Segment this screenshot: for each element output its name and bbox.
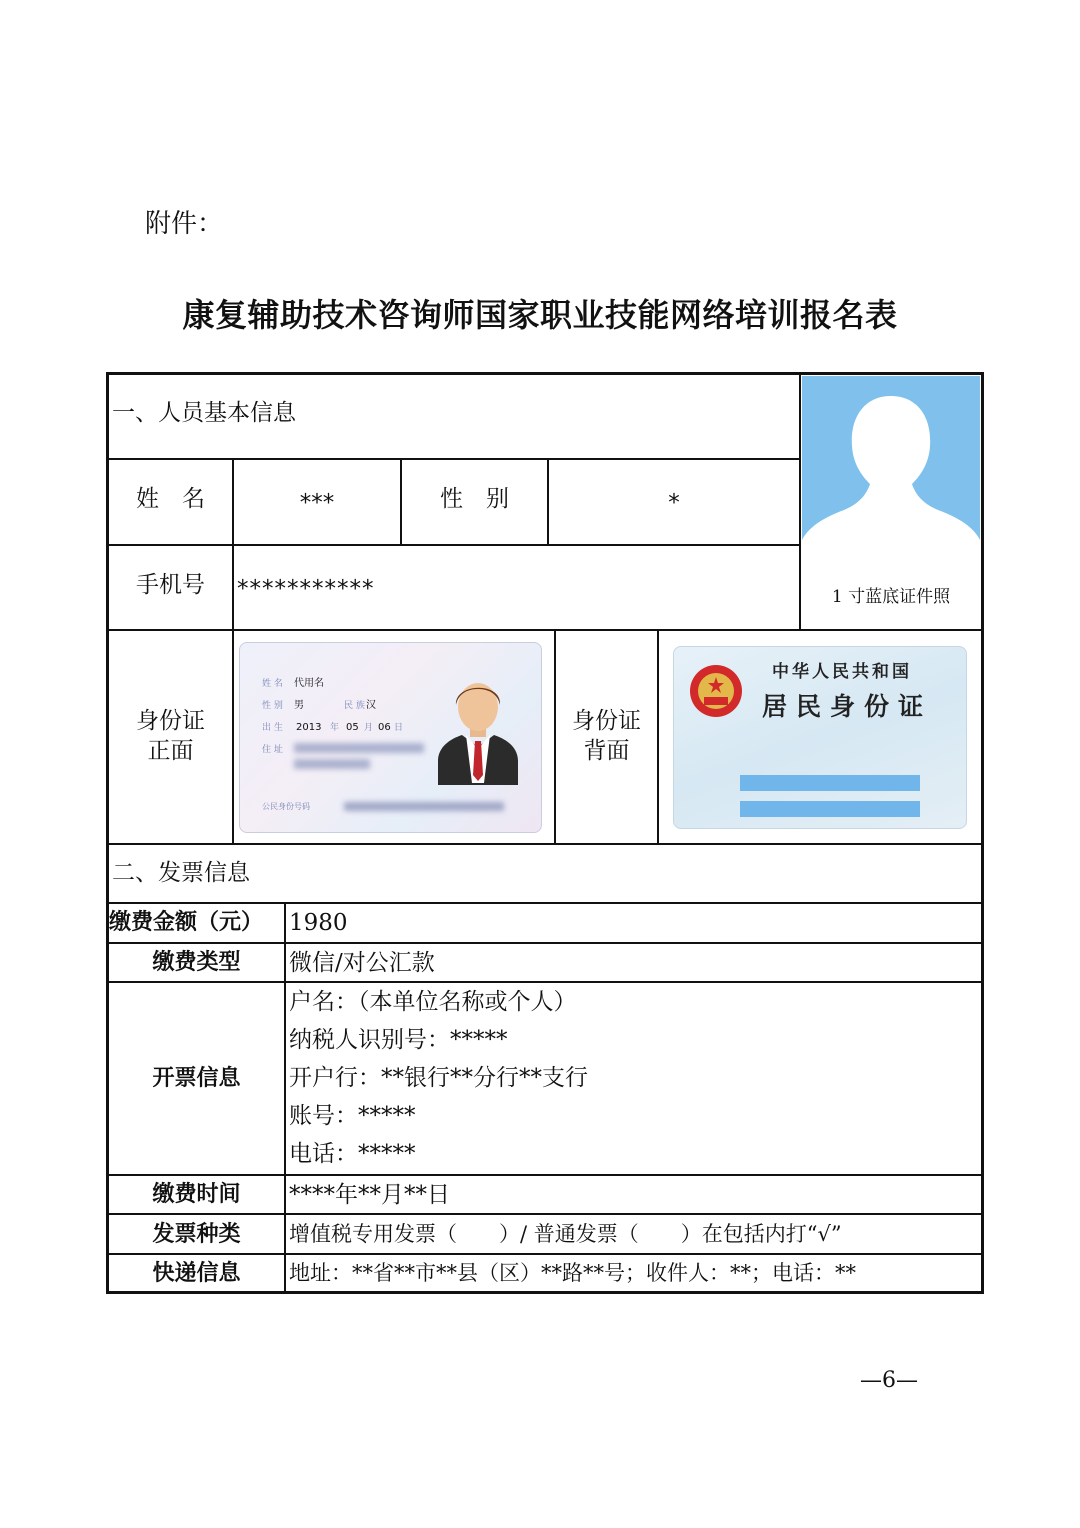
paytype-label: 缴费类型 [152,950,241,975]
amount-label: 缴费金额（元） [109,910,264,935]
id-front-gender-value: 男 [294,700,304,711]
paytime-value: ****年**月**日 [289,1182,450,1208]
id-front-birth-label: 出 生 [262,723,283,733]
gender-label: 性 别 [440,486,509,512]
registration-form-table [106,372,984,1294]
invoice-line-bank: 开户行：**银行**分行**支行 [289,1065,588,1091]
id-front-ethnicity-label: 民 族 [344,701,365,711]
id-back-label-line1: 身份证 [572,708,641,734]
id-front-month-unit: 月 [364,723,374,733]
id-front-address-blurred-2 [294,759,370,769]
id-front-birth-day: 06 [378,722,391,733]
id-front-address-blurred [294,743,424,753]
id-front-gender-label: 性 别 [262,701,283,711]
id-card-front-image [239,642,542,833]
phone-value: *********** [237,576,375,602]
delivery-label: 快递信息 [152,1261,241,1286]
id-front-number-label: 公民身份号码 [262,802,310,811]
id-front-name-label: 姓 名 [262,679,283,689]
gender-value: * [668,490,680,516]
section-invoice-heading: 二、发票信息 [112,860,250,886]
avatar-icon [438,677,518,785]
id-photo-placeholder [802,376,980,562]
section-basic-info-heading: 一、人员基本信息 [112,400,296,426]
id-front-birth-month: 05 [346,722,359,733]
phone-label: 手机号 [136,572,205,598]
invoice-line-account-name: 户名：（本单位名称或个人） [289,989,577,1015]
delivery-value: 地址：**省**市**县（区）**路**号；收件人：**；电话：** [289,1261,856,1285]
invoice-type-value: 增值税专用发票（ ）/ 普通发票（ ）在包括内打“√” [289,1222,842,1246]
id-front-year-unit: 年 [330,723,340,733]
attachment-label: 附件： [145,209,224,239]
invoice-type-label: 发票种类 [152,1222,241,1247]
id-front-name-value: 代用名 [294,678,324,689]
id-front-label-line2: 正面 [147,738,194,764]
name-label: 姓 名 [136,486,205,512]
invoice-line-phone: 电话：***** [289,1141,416,1167]
amount-value: 1980 [289,910,348,936]
id-front-number-blurred [344,802,504,811]
name-value: *** [299,490,335,516]
national-emblem-icon [688,663,744,721]
id-back-label-line2: 背面 [583,738,630,764]
id-back-redaction-bar-2 [740,801,920,817]
id-front-address-label: 住 址 [262,745,283,755]
id-front-ethnicity-value: 汉 [366,700,376,711]
id-back-country: 中华人民共和国 [772,662,912,682]
id-front-birth-year: 2013 [296,722,322,733]
paytype-value: 微信/对公汇款 [289,950,435,976]
id-back-redaction-bar-1 [740,775,920,791]
form-title: 康复辅助技术咨询师国家职业技能网络培训报名表 [182,296,898,334]
paytime-label: 缴费时间 [152,1182,241,1207]
page-number: —6— [860,1368,918,1393]
id-front-label-line1: 身份证 [136,708,205,734]
id-back-card-title: 居民身份证 [762,692,933,721]
invoice-line-account-number: 账号：***** [289,1103,416,1129]
id-card-back-image [673,646,967,829]
invoice-info-label: 开票信息 [152,1066,241,1091]
invoice-line-taxpayer-id: 纳税人识别号：***** [289,1027,508,1053]
person-silhouette-icon [802,376,980,562]
photo-caption: 1 寸蓝底证件照 [831,587,951,607]
id-front-day-unit: 日 [394,723,404,733]
